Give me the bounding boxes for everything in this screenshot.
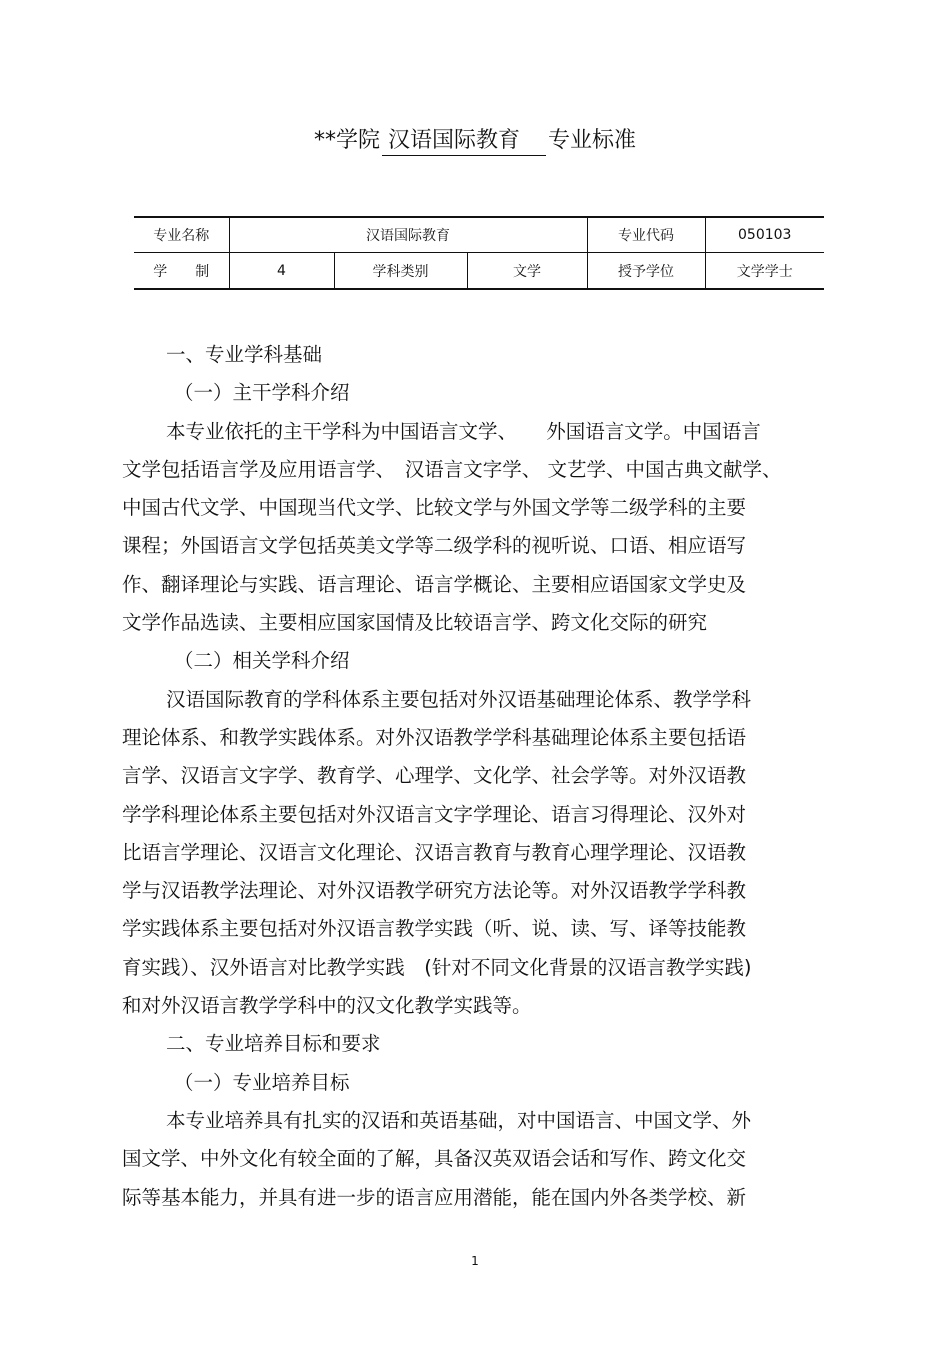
document-body [122,336,842,1217]
paragraph-line: 文学包括语言学及应用语言学、 汉语言文字学、 文艺学、中国古典文献学、 [122,457,782,481]
paragraph-line: 比语言学理论、汉语言文化理论、汉语言教育与教育心理学理论、汉语教 [122,840,747,864]
category-label: 学科类别 [334,253,467,290]
duration-label: 学 制 [134,253,229,290]
table-row [134,217,824,253]
major-info-table [134,216,824,290]
paragraph-line: 学与汉语教学法理论、对外汉语教学研究方法论等。对外汉语教学学科教 [122,879,747,903]
title-suffix: 专业标准 [548,128,637,153]
paragraph-line: 本专业依托的主干学科为中国语言文学、 外国语言文学。中国语言 [166,419,761,443]
paragraph-line: 本专业培养具有扎实的汉语和英语基础，对中国语言、中国文学、外 [166,1108,752,1132]
title-prefix: **学院 [313,128,380,153]
subsection-heading: （二）相关学科介绍 [174,649,350,673]
major-name-value: 汉语国际教育 [229,217,587,253]
paragraph-line: 际等基本能力，并具有进一步的语言应用潜能，能在国内外各类学校、新 [122,1185,747,1209]
major-code-label: 专业代码 [587,217,705,253]
paragraph-line: 理论体系、和教学实践体系。对外汉语教学学科基础理论体系主要包括语 [122,725,747,749]
degree-label: 授予学位 [587,253,705,290]
paragraph-line: 文学作品选读、主要相应国家国情及比较语言学、跨文化交际的研究 [122,611,708,635]
paragraph-line: 学学科理论体系主要包括对外汉语言文字学理论、语言习得理论、汉外对 [122,802,747,826]
table-row [134,253,824,290]
subsection-heading: （一）专业培养目标 [174,1070,350,1094]
degree-value: 文学学士 [736,263,793,280]
section-heading: 一、专业学科基础 [166,343,323,366]
paragraph-line: 汉语国际教育的学科体系主要包括对外汉语基础理论体系、教学学科 [166,687,752,711]
category-value: 文学 [467,253,587,290]
paragraph-line: 学实践体系主要包括对外汉语言教学实践（听、说、读、写、译等技能教 [122,917,747,941]
major-name-label: 专业名称 [134,217,229,253]
major-code-value: 050103 [705,217,824,253]
section-heading: 二、专业培养目标和要求 [166,1032,381,1056]
title-major: 汉语国际教育 [382,127,546,156]
paragraph-line: 育实践）、汉外语言对比教学实践 (针对不同文化背景的汉语言教学实践) [122,955,752,979]
document-title [0,126,950,156]
paragraph-line: 中国古代文学、中国现当代文学、比较文学与外国文学等二级学科的主要 [122,496,747,520]
duration-value: 4 [229,253,334,290]
paragraph-line: 和对外汉语言教学学科中的汉文化教学实践等。 [122,994,532,1018]
paragraph-line: 言学、汉语言文字学、教育学、心理学、文化学、社会学等。对外汉语教 [122,764,747,788]
subsection-heading: （一）主干学科介绍 [174,381,350,405]
paragraph-line: 课程；外国语言文学包括英美文学等二级学科的视听说、口语、相应语写 [122,534,747,558]
paragraph-line: 作、翻译理论与实践、语言理论、语言学概论、主要相应语国家文学史及 [122,572,747,596]
paragraph-line: 国文学、中外文化有较全面的了解，具备汉英双语会话和写作、跨文化交 [122,1147,747,1171]
page-number: 1 [471,1254,479,1268]
